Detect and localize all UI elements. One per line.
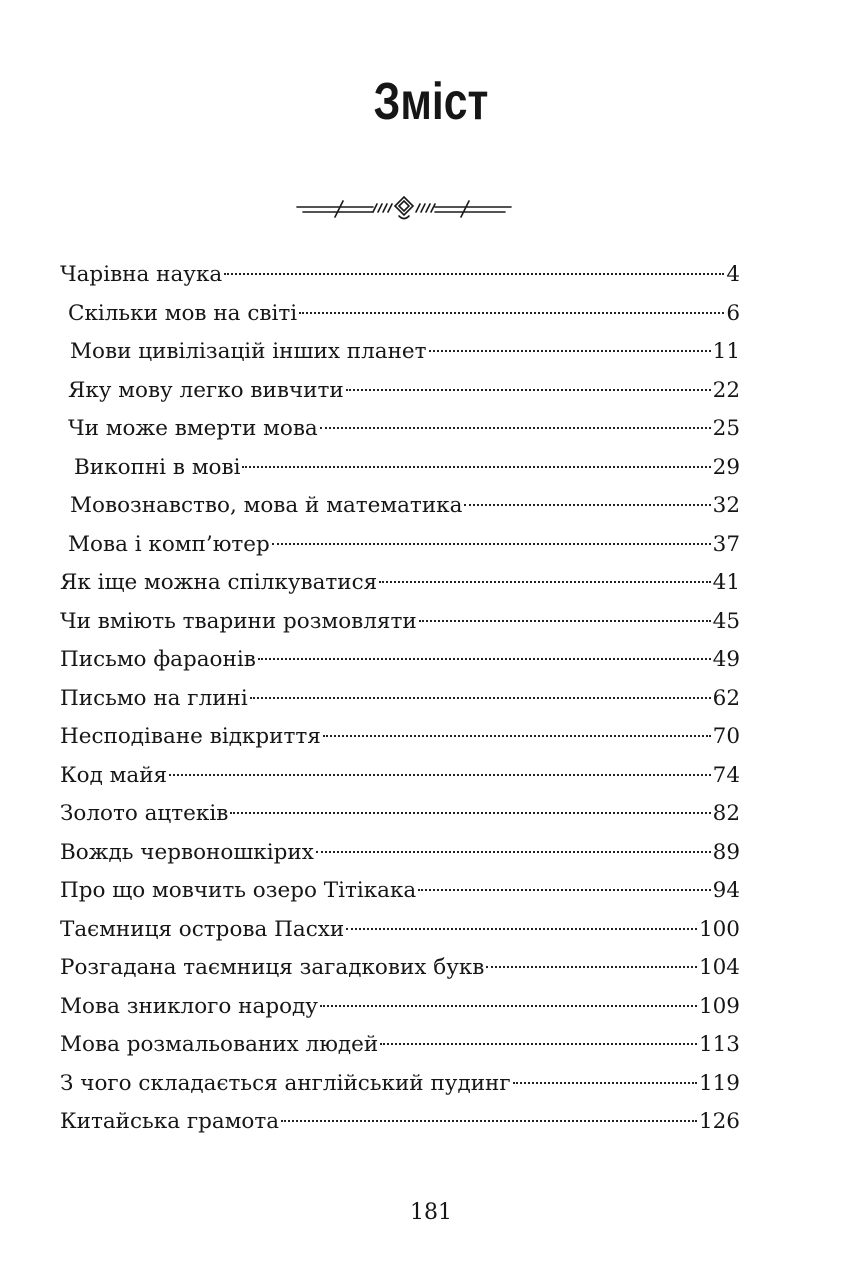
toc-entry-title: Код майя xyxy=(60,762,168,788)
toc-entry-page: 41 xyxy=(712,570,740,595)
toc-entry-title: Письмо фараонів xyxy=(60,647,256,672)
toc-entry-title: Яку мову легко вивчити xyxy=(68,377,344,403)
toc-entry xyxy=(60,372,740,411)
toc-entry xyxy=(60,988,740,1027)
toc-entry-page: 119 xyxy=(698,1070,740,1096)
dot-leader xyxy=(346,928,697,930)
dot-leader xyxy=(258,658,711,660)
dot-leader xyxy=(242,466,710,468)
toc-entry-title: Скільки мов на світі xyxy=(68,300,298,326)
toc-entry-title: Чи може вмерти мова xyxy=(68,416,318,441)
decorative-divider-ornament xyxy=(293,190,515,226)
toc-entry-page: 89 xyxy=(712,839,740,865)
toc-entry xyxy=(60,256,740,295)
dot-leader xyxy=(250,697,711,699)
toc-entry xyxy=(60,718,740,757)
toc-entry-page: 6 xyxy=(726,300,740,326)
toc-entry-page: 62 xyxy=(712,685,740,711)
toc-entry-title: Мова і комп’ютер xyxy=(68,531,270,557)
toc-entry-page: 11 xyxy=(712,339,740,364)
toc-entry-page: 22 xyxy=(712,377,740,403)
toc-entry-title: Золото ацтеків xyxy=(60,801,229,826)
dot-leader xyxy=(224,273,724,275)
toc-entry-title: Несподіване відкриття xyxy=(60,724,321,749)
toc-entry-page: 32 xyxy=(712,493,740,518)
toc-entry-page: 4 xyxy=(726,262,740,287)
dot-leader xyxy=(419,620,711,622)
toc-entry xyxy=(60,757,740,796)
toc-entry-page: 113 xyxy=(698,1032,740,1057)
toc-entry xyxy=(60,680,740,719)
dot-leader xyxy=(380,1043,697,1045)
dot-leader xyxy=(464,504,710,506)
toc-entry xyxy=(60,295,740,334)
toc-entry xyxy=(60,449,740,488)
toc-entry-title: Мова розмальованих людей xyxy=(60,1032,379,1057)
dot-leader xyxy=(320,427,711,429)
toc-entry-page: 25 xyxy=(712,416,740,441)
toc-entry-page: 29 xyxy=(712,454,740,480)
toc-entry xyxy=(60,564,740,603)
toc-entry-title: Мови цивілізацій інших планет xyxy=(70,339,427,364)
toc-entry-title: Викопні в мові xyxy=(74,454,241,480)
toc-entry-page: 94 xyxy=(712,878,740,903)
toc-entry xyxy=(60,795,740,834)
toc-entry-title: Чарівна наука xyxy=(60,262,223,287)
toc-entry-page: 82 xyxy=(712,801,740,826)
toc-entry-title: Мова зниклого народу xyxy=(60,993,318,1019)
toc-entry-page: 74 xyxy=(712,762,740,788)
page-number: 181 xyxy=(410,1200,452,1225)
dot-leader xyxy=(169,774,711,776)
toc-entry-title: Вождь червоношкірих xyxy=(60,839,314,865)
dot-leader xyxy=(346,389,711,391)
toc-entry xyxy=(60,410,740,449)
toc-entry-title: Китайська грамота xyxy=(60,1109,280,1134)
toc-entry-title: Про що мовчить озеро Тітікака xyxy=(60,878,417,903)
dot-leader xyxy=(418,889,710,891)
toc-entry-page: 104 xyxy=(698,955,740,980)
toc-entry-title: Мовознавство, мова й математика xyxy=(70,493,463,518)
dot-leader xyxy=(299,312,724,314)
toc-entry-page: 45 xyxy=(712,608,740,634)
dot-leader xyxy=(316,851,711,853)
dot-leader xyxy=(323,735,711,737)
toc-entry xyxy=(60,1026,740,1065)
page-title: Зміст xyxy=(373,73,489,131)
toc-entry-title: Таємниця острова Пасхи xyxy=(60,916,345,942)
dot-leader xyxy=(320,1005,697,1007)
dot-leader xyxy=(230,812,710,814)
dot-leader xyxy=(486,966,697,968)
toc-entry xyxy=(60,603,740,642)
dot-leader xyxy=(272,543,711,545)
toc-entry xyxy=(60,911,740,950)
toc-entry-title: Чи вміють тварини розмовляти xyxy=(60,608,417,634)
toc-entry-title: Як іще можна спілкуватися xyxy=(60,570,378,595)
toc-entry xyxy=(60,526,740,565)
toc-entry-page: 37 xyxy=(712,531,740,557)
dot-leader xyxy=(379,581,710,583)
toc-entry-title: З чого складається англійський пудинг xyxy=(60,1070,511,1096)
toc-entry-title: Розгадана таємниця загадкових букв xyxy=(60,955,485,980)
toc-entry xyxy=(60,1103,740,1142)
toc-entry xyxy=(60,834,740,873)
toc-entry-page: 109 xyxy=(698,993,740,1019)
toc-entry xyxy=(60,487,740,526)
toc-entry-page: 49 xyxy=(712,647,740,672)
toc-entry-page: 70 xyxy=(712,724,740,749)
table-of-contents xyxy=(60,256,740,1142)
toc-entry-title: Письмо на глині xyxy=(60,685,248,711)
dot-leader xyxy=(429,350,711,352)
toc-entry xyxy=(60,949,740,988)
toc-entry xyxy=(60,1065,740,1104)
toc-entry-page: 100 xyxy=(698,916,740,942)
toc-entry xyxy=(60,872,740,911)
toc-entry-page: 126 xyxy=(698,1109,740,1134)
toc-entry xyxy=(60,641,740,680)
dot-leader xyxy=(513,1082,697,1084)
dot-leader xyxy=(281,1120,697,1122)
toc-entry xyxy=(60,333,740,372)
